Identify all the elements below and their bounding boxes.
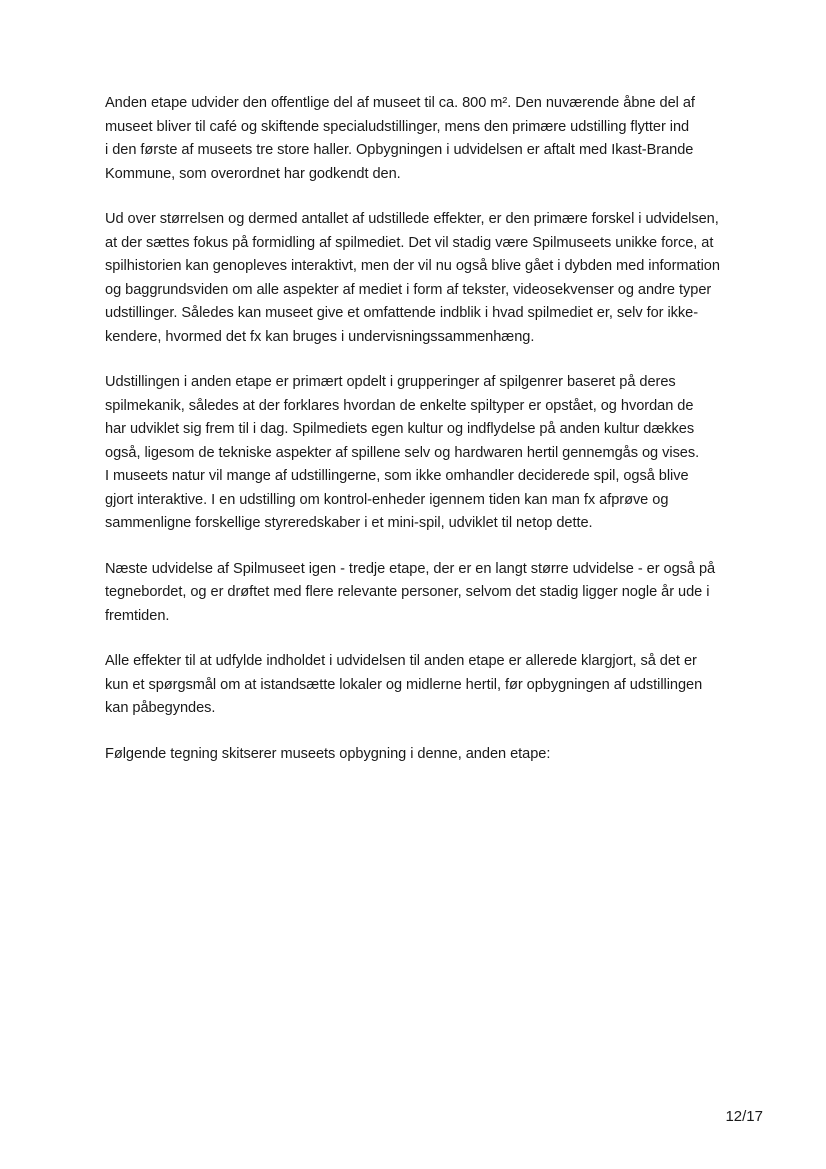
paragraph-2: Ud over størrelsen og dermed antallet af udstillede effekter, er den primære forskel i udvidelsen, at der sættes fokus på formidling af spilmediet. Det vil stadig være Spilmuseets unikke force, at spilhistorien kan genopleves interaktivt, men der vil nu også blive gået i dybden med information og baggrundsviden om alle aspekter af mediet i form af tekster, videosekvenser og andre typer udstillinger. Således kan museet give et omfattende indblik i hvad spilmediet er, selv for ikke- kendere, hvormed det fx kan bruges i undervisningssammenhæng. bbox=[105, 211, 720, 345]
paragraph-5: Alle effekter til at udfylde indholdet i udvidelsen til anden etape er allerede klargjort, så det er kun et spørgsmål om at istandsætte lokaler og midlerne hertil, før opbygningen af udstillingen kan påbegyndes. bbox=[105, 653, 703, 716]
paragraph-4: Næste udvidelse af Spilmuseet igen - tredje etape, der er en langt større udvidelse - er også på tegnebordet, og er drøftet med flere relevante personer, selvom det stadig ligger nogle år ude i fremtiden. bbox=[105, 560, 716, 624]
paragraph-6: Følgende tegning skitserer museets opbygning i denne, anden etape: bbox=[105, 745, 551, 762]
page-number: 12/17 bbox=[725, 1108, 763, 1125]
paragraph-1: Anden etape udvider den offentlige del af museet til ca. 800 m². Den nuværende åbne del af museet bliver til café og skiftende specialudstillinger, mens den primære udstilling flytter ind i den første af museets tre store haller. Opbygningen i udvidelsen er aftalt med Ikast-Brande Kommune, som overordnet har godkendt den. bbox=[105, 95, 695, 182]
document-body bbox=[105, 92, 785, 788]
paragraph-3: Udstillingen i anden etape er primært opdelt i grupperinger af spilgenrer baseret på deres spilmekanik, således at der forklares hvordan de enkelte spiltyper er opstået, og hvordan de har udviklet sig frem til i dag. Spilmediets egen kultur og indflydelse på anden kultur dækkes også, ligesom de tekniske aspekter af spillene selv og hardwaren hertil gennemgås og vises. I museets natur vil mange af udstillingerne, som ikke omhandler deciderede spil, også blive gjort interaktive. I en udstilling om kontrol-enheder igennem tiden kan man fx afprøve og sammenligne forskellige styreredskaber i et mini-spil, udviklet til netop dette. bbox=[105, 374, 700, 531]
